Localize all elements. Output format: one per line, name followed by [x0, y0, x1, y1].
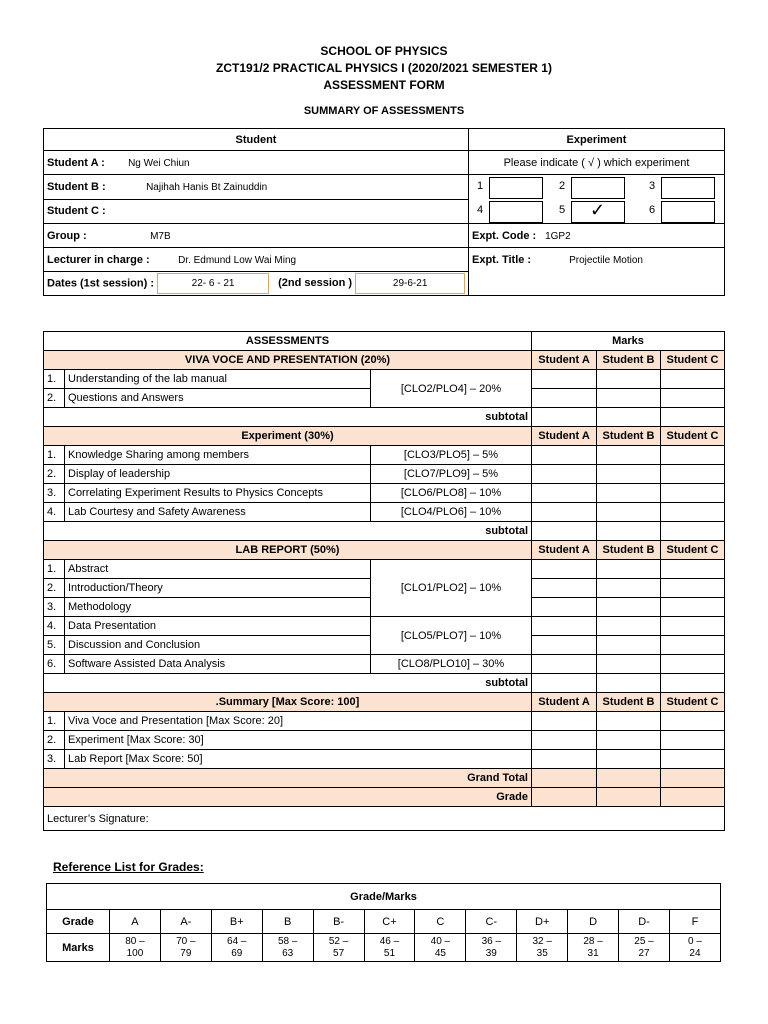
item-clo: [CLO7/PLO9] – 5% — [371, 465, 532, 484]
grade-cell: B — [262, 910, 313, 934]
student-c-col: Student C — [661, 693, 725, 712]
mark-cell-a[interactable] — [532, 750, 597, 769]
grade-reference-table — [46, 883, 721, 962]
mark-cell-b[interactable] — [597, 446, 661, 465]
student-b-col: Student B — [597, 427, 661, 446]
mark-cell-b[interactable] — [597, 484, 661, 503]
mark-cell-c[interactable] — [661, 579, 725, 598]
exp-checkbox-1[interactable] — [489, 177, 543, 199]
marks-range-start: 58 – — [277, 935, 298, 947]
item-number: 1. — [44, 560, 65, 579]
item-text: Display of leadership — [65, 465, 371, 484]
mark-cell-c[interactable] — [661, 484, 725, 503]
mark-cell-c[interactable] — [661, 598, 725, 617]
marks-cell — [262, 934, 313, 962]
mark-cell-c[interactable] — [661, 636, 725, 655]
marks-cell — [211, 934, 262, 962]
marks-range-end: 27 — [638, 947, 650, 959]
student-b-label: Student B : — [47, 180, 106, 193]
marks-cell — [415, 934, 466, 962]
grade-cell: C- — [466, 910, 517, 934]
item-number: 5. — [44, 636, 65, 655]
expt-code-value[interactable]: 1GP2 — [545, 230, 571, 242]
mark-cell-a[interactable] — [532, 731, 597, 750]
student-a-col: Student A — [532, 351, 597, 370]
mark-cell-b[interactable] — [597, 712, 661, 731]
mark-cell-c[interactable] — [661, 617, 725, 636]
mark-cell-a[interactable] — [532, 579, 597, 598]
student-b-col: Student B — [597, 693, 661, 712]
grade-a[interactable] — [532, 788, 597, 807]
group-label: Group : — [47, 229, 87, 242]
lecturer-row — [44, 248, 469, 272]
subtotal-cell-b[interactable] — [597, 674, 661, 693]
date-second-session[interactable]: 29-6-21 — [355, 273, 465, 294]
grade-cell: D — [568, 910, 619, 934]
subtotal-cell-c[interactable] — [661, 408, 725, 427]
mark-cell-c[interactable] — [661, 655, 725, 674]
subtotal-cell-a[interactable] — [532, 408, 597, 427]
item-number: 2. — [44, 389, 65, 408]
mark-cell-a[interactable] — [532, 655, 597, 674]
expt-title-value[interactable]: Projectile Motion — [569, 255, 643, 266]
grand-total-a[interactable] — [532, 769, 597, 788]
mark-cell-c[interactable] — [661, 503, 725, 522]
marks-range-start: 46 – — [379, 935, 400, 947]
student-c-label: Student C : — [47, 205, 106, 218]
subtotal-cell-b[interactable] — [597, 522, 661, 541]
grade-c[interactable] — [661, 788, 725, 807]
report-clo-1: [CLO1/PLO2] – 10% — [371, 560, 532, 617]
experiment-header: Experiment — [469, 129, 725, 151]
marks-range-start: 70 – — [176, 935, 196, 947]
form-title: ASSESSMENT FORM — [323, 78, 445, 92]
school-title: SCHOOL OF PHYSICS — [320, 44, 448, 58]
marks-cell — [568, 934, 619, 962]
marks-range-start: 36 – — [481, 935, 502, 947]
item-number: 3. — [44, 484, 65, 503]
student-a-value[interactable]: Ng Wei Chiun — [128, 157, 190, 169]
item-number: 4. — [44, 617, 65, 636]
grade-label: Grade — [44, 788, 532, 807]
student-b-col: Student B — [597, 541, 661, 560]
grade-cell: B- — [313, 910, 364, 934]
course-title: ZCT191/2 PRACTICAL PHYSICS I (2020/2021 SEMESTER 1) — [216, 61, 552, 75]
item-number: 2. — [44, 731, 65, 750]
mark-cell-b[interactable] — [597, 503, 661, 522]
mark-cell-a[interactable] — [532, 503, 597, 522]
marks-range-start: 28 – — [583, 935, 603, 947]
mark-cell-b[interactable] — [597, 465, 661, 484]
mark-cell-a[interactable] — [532, 484, 597, 503]
item-text: Data Presentation — [65, 617, 371, 636]
grade-row — [47, 910, 721, 934]
exp-checkbox-4[interactable] — [489, 201, 543, 223]
subtotal-cell-c[interactable] — [661, 522, 725, 541]
marks-row — [47, 934, 721, 962]
item-text: Introduction/Theory — [65, 579, 371, 598]
item-text: Abstract — [65, 560, 371, 579]
grade-cell: A — [110, 910, 161, 934]
student-b-row — [44, 175, 469, 200]
exp-number-3: 3 — [649, 180, 656, 192]
marks-range-start: 64 – — [227, 935, 247, 947]
student-info-table — [43, 128, 725, 296]
check-mark-icon: ✓ — [590, 200, 606, 220]
mark-cell-c[interactable] — [661, 389, 725, 408]
item-number: 1. — [44, 712, 65, 731]
student-a-col: Student A — [532, 693, 597, 712]
expt-title-row — [469, 248, 725, 296]
mark-cell-b[interactable] — [597, 389, 661, 408]
grade-cell: C+ — [364, 910, 415, 934]
item-clo: [CLO3/PLO5] – 5% — [371, 446, 532, 465]
marks-header: Marks — [532, 332, 725, 351]
student-c-col: Student C — [661, 541, 725, 560]
mark-cell-b[interactable] — [597, 560, 661, 579]
item-text: Methodology — [65, 598, 371, 617]
item-number: 3. — [44, 598, 65, 617]
subtotal-label: subtotal — [44, 522, 532, 541]
item-number: 2. — [44, 579, 65, 598]
assessments-header: ASSESSMENTS — [44, 332, 532, 351]
expt-code-label: Expt. Code : — [472, 229, 537, 242]
marks-range-start: 80 – — [125, 935, 145, 947]
item-text: Questions and Answers — [65, 389, 371, 408]
mark-cell-a[interactable] — [532, 598, 597, 617]
subtotal-label: subtotal — [44, 408, 532, 427]
expt-code-row — [469, 224, 725, 248]
marks-range-end: 31 — [587, 947, 599, 959]
grade-cell: A- — [160, 910, 211, 934]
subtotal-cell-c[interactable] — [661, 674, 725, 693]
item-number: 4. — [44, 503, 65, 522]
marks-range-end: 24 — [689, 947, 701, 959]
item-number: 1. — [44, 370, 65, 389]
subtotal-cell-a[interactable] — [532, 674, 597, 693]
mark-cell-c[interactable] — [661, 446, 725, 465]
marks-cell — [466, 934, 517, 962]
student-a-col: Student A — [532, 427, 597, 446]
item-number: 2. — [44, 465, 65, 484]
lab-report-section-title: LAB REPORT (50%) — [44, 541, 532, 560]
item-text: Experiment [Max Score: 30] — [65, 731, 532, 750]
item-text: Correlating Experiment Results to Physics Concepts — [65, 484, 371, 503]
marks-cell — [313, 934, 364, 962]
student-c-row — [44, 199, 469, 224]
lecturer-value[interactable]: Dr. Edmund Low Wai Ming — [178, 254, 297, 266]
report-clo-2: [CLO5/PLO7] – 10% — [371, 617, 532, 655]
grade-cell: D+ — [517, 910, 568, 934]
grand-total-label: Grand Total — [44, 769, 532, 788]
summary-title: SUMMARY OF ASSESSMENTS — [303, 105, 465, 117]
grade-cell: C — [415, 910, 466, 934]
group-value[interactable]: M7B — [150, 230, 171, 242]
item-text: Viva Voce and Presentation [Max Score: 20] — [65, 712, 532, 731]
student-b-value[interactable]: Najihah Hanis Bt Zainuddin — [146, 181, 268, 193]
mark-cell-c[interactable] — [661, 465, 725, 484]
mark-cell-c[interactable] — [661, 370, 725, 389]
grade-row-label: Grade — [47, 910, 110, 934]
marks-range-start: 52 – — [328, 935, 349, 947]
exp-number-2: 2 — [559, 180, 566, 192]
dates-label: Dates (1st session) : — [47, 277, 154, 290]
second-session-label: (2nd session ) — [278, 277, 353, 290]
dates-row — [44, 272, 469, 296]
student-header: Student — [44, 129, 469, 151]
mark-cell-b[interactable] — [597, 617, 661, 636]
student-c-col: Student C — [661, 427, 725, 446]
exp-checkbox-6[interactable] — [661, 201, 715, 223]
mark-cell-a[interactable] — [532, 465, 597, 484]
item-number: 3. — [44, 750, 65, 769]
item-text: Discussion and Conclusion — [65, 636, 371, 655]
mark-cell-c[interactable] — [661, 712, 725, 731]
subtotal-cell-b[interactable] — [597, 408, 661, 427]
item-text: Understanding of the lab manual — [65, 370, 371, 389]
item-text: Software Assisted Data Analysis — [65, 655, 371, 674]
subtotal-cell-a[interactable] — [532, 522, 597, 541]
marks-range-end: 57 — [333, 947, 345, 959]
mark-cell-a[interactable] — [532, 712, 597, 731]
item-text: Knowledge Sharing among members — [65, 446, 371, 465]
mark-cell-a[interactable] — [532, 389, 597, 408]
student-a-label: Student A : — [47, 156, 105, 169]
mark-cell-b[interactable] — [597, 750, 661, 769]
item-number: 6. — [44, 655, 65, 674]
mark-cell-c[interactable] — [661, 750, 725, 769]
item-clo: [CLO4/PLO6] – 10% — [371, 503, 532, 522]
mark-cell-c[interactable] — [661, 560, 725, 579]
exp-checkbox-3[interactable] — [661, 177, 715, 199]
marks-range-end: 39 — [485, 947, 497, 959]
exp-number-5: 5 — [559, 204, 566, 216]
marks-cell — [619, 934, 670, 962]
item-number: 1. — [44, 446, 65, 465]
exp-number-4: 4 — [477, 204, 484, 216]
grand-total-b[interactable] — [597, 769, 661, 788]
marks-range-end: 51 — [383, 947, 396, 959]
marks-range-end: 45 — [434, 947, 446, 959]
mark-cell-a[interactable] — [532, 370, 597, 389]
exp-checkbox-2[interactable] — [571, 177, 625, 199]
grade-marks-title: Grade/Marks — [47, 884, 721, 910]
grand-total-c[interactable] — [661, 769, 725, 788]
marks-cell — [160, 934, 211, 962]
marks-cell — [364, 934, 415, 962]
experiment-section-title: Experiment (30%) — [44, 427, 532, 446]
exp-checkbox-5[interactable] — [571, 201, 625, 223]
assessment-table — [43, 331, 725, 831]
viva-section-title: VIVA VOCE AND PRESENTATION (20%) — [44, 351, 532, 370]
mark-cell-a[interactable] — [532, 560, 597, 579]
mark-cell-a[interactable] — [532, 617, 597, 636]
marks-cell — [669, 934, 720, 962]
report-clo-3: [CLO8/PLO10] – 30% — [371, 655, 532, 674]
grade-cell: F — [669, 910, 720, 934]
marks-range-end: 69 — [231, 947, 243, 959]
marks-cell — [517, 934, 568, 962]
marks-range-start: 32 – — [532, 935, 552, 947]
item-text: Lab Courtesy and Safety Awareness — [65, 503, 371, 522]
exp-number-1: 1 — [477, 180, 484, 192]
item-clo: [CLO6/PLO8] – 10% — [371, 484, 532, 503]
marks-row-label: Marks — [47, 934, 110, 962]
lecturer-signature[interactable]: Lecturer’s Signature: — [44, 807, 725, 831]
mark-cell-b[interactable] — [597, 655, 661, 674]
indicate-instruction: Please indicate ( √ ) which experiment — [469, 151, 725, 175]
reference-title: Reference List for Grades: — [53, 860, 204, 874]
mark-cell-b[interactable] — [597, 579, 661, 598]
mark-cell-a[interactable] — [532, 446, 597, 465]
mark-cell-b[interactable] — [597, 636, 661, 655]
summary-section-title: .Summary [Max Score: 100] — [44, 693, 532, 712]
marks-cell — [110, 934, 161, 962]
grade-cell: B+ — [211, 910, 262, 934]
student-a-col: Student A — [532, 541, 597, 560]
mark-cell-a[interactable] — [532, 636, 597, 655]
student-a-row — [44, 151, 469, 175]
marks-range-end: 35 — [536, 947, 548, 959]
viva-clo: [CLO2/PLO4] – 20% — [371, 370, 532, 408]
group-row — [44, 224, 469, 248]
marks-range-start: 40 – — [430, 935, 451, 947]
expt-title-label: Expt. Title : — [472, 254, 532, 266]
marks-range-end: 63 — [282, 947, 294, 959]
student-c-col: Student C — [661, 351, 725, 370]
mark-cell-b[interactable] — [597, 598, 661, 617]
mark-cell-b[interactable] — [597, 731, 661, 750]
student-b-col: Student B — [597, 351, 661, 370]
item-text: Lab Report [Max Score: 50] — [65, 750, 532, 769]
marks-range-start: 0 – — [688, 935, 702, 947]
date-first-session[interactable]: 22- 6 - 21 — [157, 273, 269, 294]
grade-b[interactable] — [597, 788, 661, 807]
mark-cell-c[interactable] — [661, 731, 725, 750]
mark-cell-b[interactable] — [597, 370, 661, 389]
marks-range-end: 79 — [180, 947, 192, 959]
exp-number-6: 6 — [649, 204, 656, 216]
lecturer-label: Lecturer in charge : — [47, 253, 150, 266]
grade-cell: D- — [619, 910, 670, 934]
subtotal-label: subtotal — [44, 674, 532, 693]
marks-range-end: 100 — [126, 947, 144, 959]
marks-range-start: 25 – — [634, 935, 654, 947]
experiment-selector — [469, 175, 725, 224]
